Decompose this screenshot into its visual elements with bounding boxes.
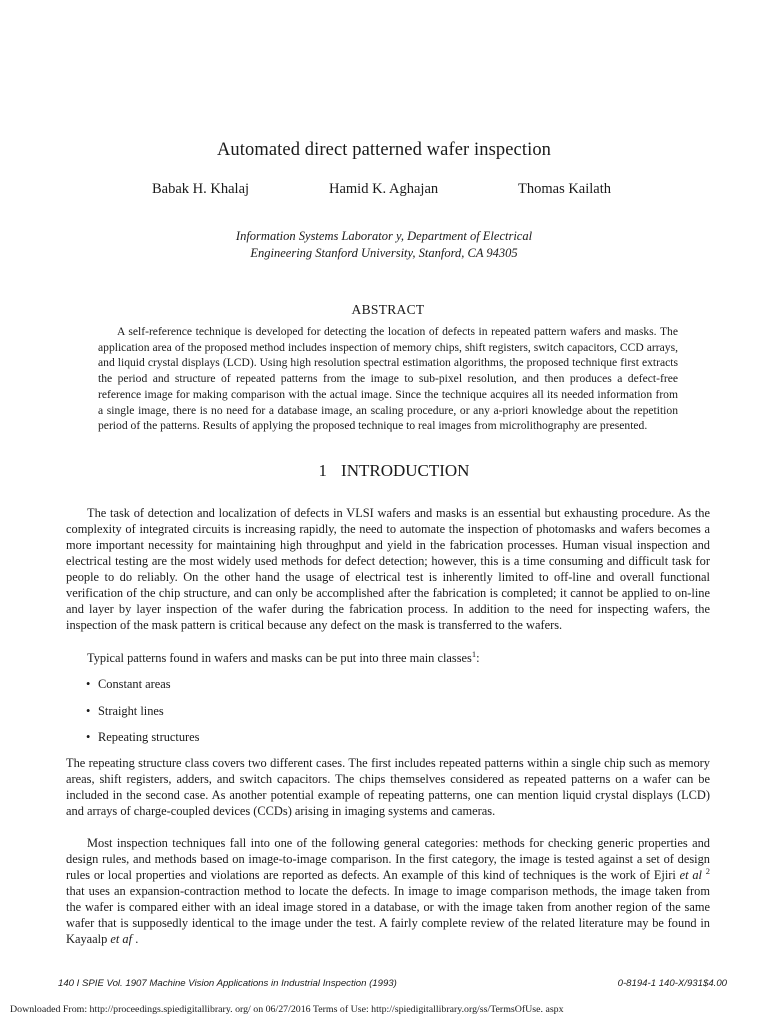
list-item [86, 703, 200, 730]
body-paragraph: The task of detection and localization of defects in VLSI wafers and masks is an essential but exhausting procedure. As the complexity of integrated circuits is increasing rapidly, the need to automate the inspection of photomasks and wafers becomes a more important necessity for maintaining high throughput and yield in the fabrication processes. Human visual inspection and electrical testing are the most widely used methods for defect detection; however, this is a time consuming and difficult task for people to do reliably. On the other hand the usage of electrical test is inherently limited to off-line and overall functional verification of the chip structure, and can only be accomplished after the fabrication is completed; it cannot be applied to on-line and layer by layer inspection of the wafer during the fabrication process. In addition to the need for inspecting wafers, the inspection of the mask pattern is critical because any defect on the mask is transferred to the wafers. [66, 506, 710, 632]
list-item [86, 729, 200, 756]
section-number: 1 [318, 461, 328, 480]
bullet-icon: • [86, 677, 91, 691]
reference-marker: 2 [705, 866, 710, 876]
bullet-icon: • [86, 703, 91, 718]
bullet-list [86, 676, 200, 756]
abstract-heading: ABSTRACT [351, 302, 425, 317]
paper-title: Automated direct patterned wafer inspection [216, 140, 552, 160]
author-name: Hamid K. Aghajan [329, 181, 439, 197]
body-paragraph [66, 835, 710, 947]
list-item-label: Repeating structures [98, 730, 200, 744]
paragraph-punct: : [476, 651, 480, 665]
affiliation-line: Engineering Stanford University, Stanford, CA 94305 [250, 246, 518, 260]
list-item [86, 676, 200, 703]
abstract-text: A self-reference technique is developed for detecting the location of defects in repeated pattern wafers and masks. The application area of the proposed method includes inspection of memory chips, shift registers, switch capacitors, CCD arrays, and liquid crystal displays (LCD). Using high resolution spectral estimation algorithms, the proposed technique first extracts the period and structure of repeated patterns from the image to sub-pixel resolution, and then produces a defect-free reference image for making comparison with the actual image. Since the technique acquires all its needed information from a single image, there is no need for a database image, an scaling procedure, or any a-priori knowledge about the repetition period of the patterns. Results of applying the proposed technique to real images from microlithography are presented. [98, 325, 678, 433]
section-title: INTRODUCTION [341, 461, 470, 480]
body-paragraph [66, 650, 710, 666]
paragraph-text: that uses an expansion-contraction method to locate the defects. In image to image comparison methods, the image taken from the wafer is compared either with an ideal image stored in a database, or with the image taken from another region of the same wafer that is supposedly identical to the image under the test. A fairly complete review of the related literature may be found in Kayaalp [66, 884, 710, 946]
page-footer-citation: 140 I SPIE Vol. 1907 Machine Vision Applications in Industrial Inspection (1993) [58, 978, 397, 989]
citation-etal: et al [679, 868, 702, 882]
list-item-label: Constant areas [98, 677, 171, 691]
bullet-icon: • [86, 730, 91, 744]
download-notice: Downloaded From: http://proceedings.spiedigitallibrary. org/ on 06/27/2016 Terms of Use: http://spiedigitallibrary.org/ss/TermsOfUse. aspx [10, 1004, 564, 1015]
page-footer-isbn: 0-8194-1 140-X/931$4.00 [617, 978, 727, 989]
section-heading [0, 461, 768, 481]
affiliation [0, 228, 768, 262]
affiliation-line: Information Systems Laborator y, Department of Electrical [235, 229, 533, 243]
author-name: Babak H. Khalaj [152, 181, 250, 197]
body-paragraph: The repeating structure class covers two different cases. The first includes repeated patterns within a single chip such as memory areas, shift registers, adders, and switch capacitors. The chips themselves considered as repeated patterns on a wafer can be included in the second case. As another potential example of repeating patterns, one can mention liquid crystal displays (LCD) and arrays of charge-coupled devices (CCDs) arising in imaging systems and cameras. [66, 756, 710, 818]
footnote-marker: 1 [471, 649, 477, 659]
citation-etal: et af [110, 932, 133, 946]
list-item-label: Straight lines [98, 703, 164, 718]
paragraph-punct: . [135, 932, 139, 946]
paragraph-text: Typical patterns found in wafers and masks can be put into three main classes [87, 651, 472, 665]
paragraph-text: Most inspection techniques fall into one of the following general categories: methods for checking generic properties and design rules, and methods based on image-to-image comparison. In the first category, the image is tested against a set of design rules or local properties and violations are reported as defects. An example of this kind of techniques is the work of Ejiri [66, 836, 710, 882]
author-name: Thomas Kailath [518, 181, 612, 197]
